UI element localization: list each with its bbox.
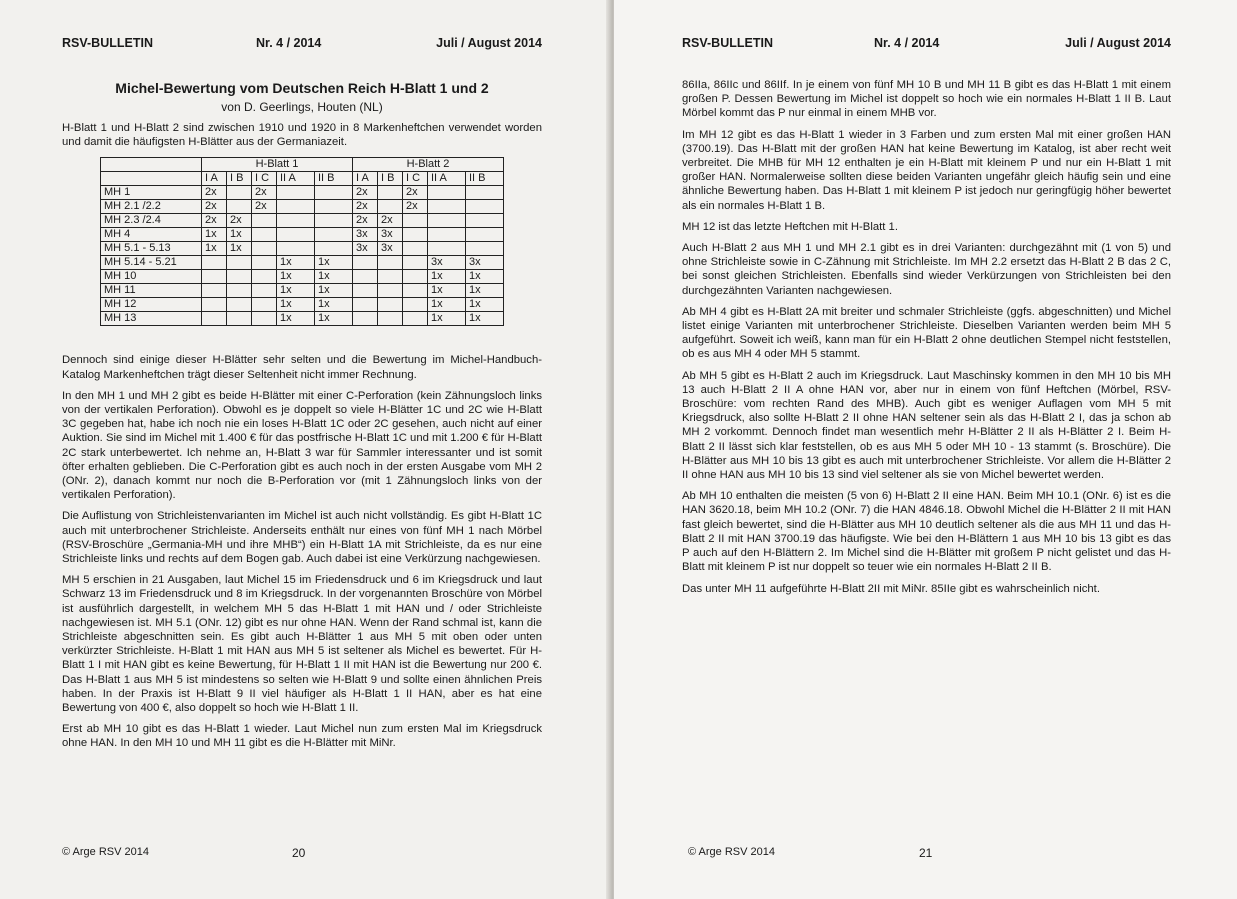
- table-cell: 2x: [353, 200, 378, 214]
- table-cell: [466, 228, 504, 242]
- footer-copyright: © Arge RSV 2014: [62, 846, 149, 858]
- table-cell: 1x: [277, 312, 315, 326]
- table-cell: [466, 242, 504, 256]
- table-cell: [353, 298, 378, 312]
- row-label: MH 11: [101, 284, 202, 298]
- table-cell: [353, 256, 378, 270]
- table-cell: 2x: [403, 200, 428, 214]
- table-cell: 2x: [252, 186, 277, 200]
- table-cell: 1x: [277, 298, 315, 312]
- table-cell: 3x: [378, 242, 403, 256]
- left-body-text: [62, 353, 542, 750]
- row-label: MH 10: [101, 270, 202, 284]
- table-cell: [353, 312, 378, 326]
- table-cell: [202, 298, 227, 312]
- body-paragraph: MH 12 ist das letzte Heftchen mit H-Blatt 1.: [682, 220, 898, 233]
- footer-copyright: © Arge RSV 2014: [688, 846, 775, 858]
- table-subheader-row: [101, 172, 504, 186]
- table-cell: 1x: [202, 228, 227, 242]
- table-cell: [428, 242, 466, 256]
- row-label: MH 1: [101, 186, 202, 200]
- table-cell: [252, 228, 277, 242]
- table-cell: 1x: [277, 270, 315, 284]
- table-cell: 1x: [315, 298, 353, 312]
- column-header-i-a: I A: [353, 172, 378, 186]
- table-cell: [227, 284, 252, 298]
- table-cell: [378, 256, 403, 270]
- table-cell: 1x: [466, 298, 504, 312]
- header-publication: RSV-BULLETIN: [62, 36, 153, 50]
- table-cell: [378, 200, 403, 214]
- table-cell: [403, 270, 428, 284]
- table-cell: 1x: [466, 312, 504, 326]
- table-cell: [277, 200, 315, 214]
- page-header: [682, 36, 1171, 56]
- table-cell: [378, 186, 403, 200]
- group-header-h-blatt-2: H-Blatt 2: [353, 158, 504, 172]
- table-cell: [277, 214, 315, 228]
- body-paragraph: Ab MH 10 enthalten die meisten (5 von 6) H-Blatt 2 II eine HAN. Beim MH 10.1 (ONr. 6) ist es die HAN 3620.18, beim MH 10.2 (ONr. 7) die HAN 4846.18. Obwohl Michel die H-Blätter 2 II mit HAN fast gleich bewertet, sind die H-Blätter aus MH 10 deutlich seltener als die aus MH 11 und das H-Blatt 2 II mit HAN 3700.19 das häufigste. Wie bei den H-Blättern 1 aus MH 10 bis 13 gibt es das P auch auf den H-Blättern 2. Im Michel sind die H-Blätter mit großem P nicht gelistet und das H-Blatt mit kleinem P ist nur doppelt so teuer wie ein normales H-Blatt 2 II B.: [682, 490, 1171, 574]
- row-label: MH 12: [101, 298, 202, 312]
- row-label: MH 2.3 /2.4: [101, 214, 202, 228]
- table-cell: [403, 242, 428, 256]
- table-cell: 2x: [252, 200, 277, 214]
- body-paragraph: Im MH 12 gibt es das H-Blatt 1 wieder in 3 Farben und zum ersten Mal mit einer großen HAN (3700.19). Das H-Blatt mit der großen HAN hat keine Bewertung im Katalog, ist aber recht weit verbreitet. Die MHB für MH 12 enthalten je ein H-Blatt mit kleinem P und nur ein H-Blatt 1 mit großer HAN. Normalerweise sollten diese beiden Varianten ungefähr gleich häufig sein und eine ähnliche Bewertung haben. Das H-Blatt 1 mit kleinem P ist jedoch nur geringfügig höher bewertet als ein normales H-Blatt 1 B.: [682, 128, 1171, 212]
- table-cell: 1x: [315, 284, 353, 298]
- table-cell: [202, 256, 227, 270]
- right-body-text: [682, 78, 1171, 596]
- table-cell: [378, 284, 403, 298]
- body-paragraph: Dennoch sind einige dieser H-Blätter sehr selten und die Bewertung im Michel-Handbuch-Katalog Markenheftchen trägt dieser Seltenheit nicht immer Rechnung.: [62, 354, 542, 381]
- table-cell: [466, 214, 504, 228]
- table-cell: 1x: [315, 270, 353, 284]
- header-issue: Nr. 4 / 2014: [256, 36, 322, 50]
- table-cell: [315, 228, 353, 242]
- column-header-i-b: I B: [378, 172, 403, 186]
- table-cell: 1x: [277, 256, 315, 270]
- table-cell: [403, 298, 428, 312]
- table-cell: 2x: [403, 186, 428, 200]
- table-cell: [227, 200, 252, 214]
- row-label: MH 5.1 - 5.13: [101, 242, 202, 256]
- table-row: [101, 200, 504, 214]
- table-cell: [227, 270, 252, 284]
- table-cell: [315, 214, 353, 228]
- left-page: [0, 0, 612, 899]
- table-cell: [378, 298, 403, 312]
- table-cell: [227, 298, 252, 312]
- column-header-i-c: I C: [252, 172, 277, 186]
- table-cell: [428, 200, 466, 214]
- table-cell: 1x: [277, 284, 315, 298]
- table-cell: [202, 284, 227, 298]
- table-cell: [277, 186, 315, 200]
- body-paragraph: Erst ab MH 10 gibt es das H-Blatt 1 wieder. Laut Michel nun zum ersten Mal im Kriegsdruck ohne HAN. In den MH 10 und MH 11 gibt es die H-Blätter mit MiNr.: [62, 723, 542, 750]
- table-row: [101, 270, 504, 284]
- table-corner-cell: [101, 158, 202, 172]
- table-cell: [428, 228, 466, 242]
- right-page: [614, 0, 1237, 899]
- table-cell: 2x: [202, 200, 227, 214]
- header-date: Juli / August 2014: [436, 36, 542, 50]
- row-label: MH 4: [101, 228, 202, 242]
- table-cell: 1x: [315, 312, 353, 326]
- table-cell: [252, 214, 277, 228]
- table-cell: 1x: [428, 312, 466, 326]
- table-cell: 1x: [428, 284, 466, 298]
- page-number: 21: [919, 846, 933, 860]
- table-cell: [466, 186, 504, 200]
- body-paragraph: Das unter MH 11 aufgeführte H-Blatt 2II mit MiNr. 85IIe gibt es wahrscheinlich nicht.: [682, 582, 1100, 595]
- table-cell: 2x: [202, 214, 227, 228]
- table-cell: 2x: [202, 186, 227, 200]
- table-cell: [315, 200, 353, 214]
- table-cell: 3x: [353, 242, 378, 256]
- table-cell: 1x: [227, 228, 252, 242]
- row-label: MH 13: [101, 312, 202, 326]
- table-cell: [227, 256, 252, 270]
- table-cell: 1x: [466, 270, 504, 284]
- row-label: MH 2.1 /2.2: [101, 200, 202, 214]
- table-row: [101, 228, 504, 242]
- table-cell: [428, 186, 466, 200]
- table-corner-cell: [101, 172, 202, 186]
- article-title: Michel-Bewertung vom Deutschen Reich H-Blatt 1 und 2: [115, 80, 489, 96]
- column-header-i-b: I B: [227, 172, 252, 186]
- table-row: [101, 312, 504, 326]
- column-header-ii-b: II B: [466, 172, 504, 186]
- table-row: [101, 284, 504, 298]
- column-header-i-c: I C: [403, 172, 428, 186]
- table-row: [101, 214, 504, 228]
- body-paragraph: Ab MH 4 gibt es H-Blatt 2A mit breiter und schmaler Strichleiste (ggfs. abgeschnitten) und Michel listet einige Varianten mit unterbrochener Strichleiste. Dieselben Varianten werden beim MH 5 aufgeführt. Soweit ich weiß, kann man für ein H-Blatt 2 ohne deutlichen Stempel nicht feststellen, ob es aus MH 4 oder MH 5 stammt.: [682, 305, 1171, 361]
- table-cell: [277, 242, 315, 256]
- table-cell: [252, 270, 277, 284]
- body-paragraph: Ab MH 5 gibt es H-Blatt 2 auch im Kriegsdruck. Laut Maschinsky kommen in den MH 10 bis MH 13 auch H-Blatt 2 II A ohne HAN vor, aber nur in einem von fünf Heftchen (Mörbel, RSV-Broschüre: vom rechten Rand des MHB). Auch gibt es weniger Auflagen vom MH 5 mit Kriegsdruck, also sollte H-Blatt 2 II ohne HAN seltener sein als das H-Blatt 2 I, das ja schon ab MH 2 vorkommt. Dennoch findet man wesentlich mehr H-Blätter 2 II als H-Blätter 2 I. Beim H-Blatt 2 II lässt sich klar feststellen, ob es aus MH 5 oder MH 10 - 13 stammt (s. Broschüre). Die H-Blätter aus MH 10 bis 13 gibt es auch mit unterbrochener Strichleiste. Vor allem die H-Blätter 2 II ohne HAN aus MH 10 bis 13 sind viel seltener als sie von Michel bewertet werden.: [682, 369, 1171, 482]
- body-paragraph: MH 5 erschien in 21 Ausgaben, laut Michel 15 im Friedensdruck und 6 im Kriegsdruck und laut Schwarz 13 im Friedensdruck und 8 im Kriegsdruck. In der vorgenannten Broschüre von Mörbel ist ausführlich dargestellt, in welchem MH 5 das H-Blatt 1 mit HAN und / oder Strichleiste nachgewiesen ist. MH 5.1 (ONr. 12) gibt es nur ohne HAN. Wenn der Rand schmal ist, kann die Strichleiste abgeschnitten sein. Es gibt auch H-Blätter 1 aus MH 5 mit oben oder unten verkürzter Strichleiste. H-Blatt 1 mit HAN aus MH 5 ist seltener als Michel es bewertet. Für H-Blatt 1 I mit HAN gibt es keine Bewertung, für H-Blatt 1 II mit HAN ist die Bewertung nur 200 €. Das H-Blatt 1 aus MH 5 ist mindestens so selten wie H-Blatt 9 und sollte einen ähnlichen Preis haben. In der Praxis ist H-Blatt 9 II viel häufiger als H-Blatt 1 II HAN, aber es hat eine Bewertung von 400 €, also doppelt so hoch wie H-Blatt 1 II.: [62, 574, 542, 715]
- body-paragraph: Auch H-Blatt 2 aus MH 1 und MH 2.1 gibt es in drei Varianten: durchgezähnt mit (1 von 5) und ohne Strichleiste sowie in C-Zähnung mit Strichleiste. Im MH 2.2 ersetzt das H-Blatt 2 B das 2 C, bei sonst gleichen Strichleisten. Ebenfalls sind wieder Verkürzungen von Strichleisten bei den durchgezähnten Varianten nachgewiesen.: [682, 242, 1171, 297]
- table-cell: [202, 270, 227, 284]
- table-row: [101, 186, 504, 200]
- h-blatt-table: [100, 157, 504, 326]
- table-cell: 1x: [202, 242, 227, 256]
- intro-paragraph: H-Blatt 1 und H-Blatt 2 sind zwischen 1910 und 1920 in 8 Markenheftchen verwendet worden und damit die häufigsten H-Blätter aus der Germaniazeit.: [62, 122, 542, 149]
- table-cell: [403, 228, 428, 242]
- table-cell: [403, 214, 428, 228]
- table-cell: [227, 312, 252, 326]
- header-publication: RSV-BULLETIN: [682, 36, 773, 50]
- table-cell: [227, 186, 252, 200]
- table-cell: 1x: [227, 242, 252, 256]
- column-header-i-a: I A: [202, 172, 227, 186]
- table-cell: 3x: [378, 228, 403, 242]
- table-cell: [378, 312, 403, 326]
- column-header-ii-a: II A: [428, 172, 466, 186]
- table-cell: [315, 242, 353, 256]
- table-cell: 3x: [466, 256, 504, 270]
- table-row: [101, 298, 504, 312]
- table-cell: 2x: [353, 214, 378, 228]
- table-cell: [378, 270, 403, 284]
- table-cell: [252, 256, 277, 270]
- column-header-ii-a: II A: [277, 172, 315, 186]
- body-paragraph: Die Auflistung von Strichleistenvarianten im Michel ist auch nicht vollständig. Es gibt H-Blatt 1C auch mit unterbrochener Strichleiste. Anderseits enthält nur eines von fünf MH 1 nach Mörbel (RSV-Broschüre „Germania-MH und ihre MHB“) ein H-Blatt 1A mit Strichleiste, da es nur eine Strichleiste links und rechts auf dem Bogen gab. Auch dabei ist eine Verkürzung nachgewiesen.: [62, 510, 542, 566]
- table-cell: [252, 284, 277, 298]
- group-header-h-blatt-1: H-Blatt 1: [202, 158, 353, 172]
- article-byline: von D. Geerlings, Houten (NL): [221, 100, 383, 114]
- table-cell: [403, 256, 428, 270]
- table-row: [101, 256, 504, 270]
- table-cell: 1x: [315, 256, 353, 270]
- header-issue: Nr. 4 / 2014: [874, 36, 940, 50]
- table-cell: 1x: [466, 284, 504, 298]
- table-cell: 3x: [428, 256, 466, 270]
- table-cell: [315, 186, 353, 200]
- table-cell: 2x: [378, 214, 403, 228]
- table-cell: [252, 312, 277, 326]
- body-paragraph: In den MH 1 und MH 2 gibt es beide H-Blätter mit einer C-Perforation (kein Zähnungsloch links von der vertikalen Perforation). Obwohl es je doppelt so viele H-Blätter 1C und 2C wie H-Blatt 3C gegeben hat, habe ich noch nie ein loses H-Blatt 1C oder 2C gesehen, auch nicht auf einer Auktion. Sie sind im Michel mit 1.400 € für das postfrische H-Blatt 1C und mit 1.200 € für H-Blatt 2C stark unterbewertet. Ich nehme an, H-Blatt 3 war für Sammler interessanter und ist somit öfter erhalten geblieben. Die C-Perforation gibt es auch noch in der ersten Ausgabe vom MH 2 (ONr. 2), danach kommt nur noch die B-Perforation vor (mit 1 Zähnungsloch links von der vertikalen Perforation).: [62, 389, 542, 502]
- table-cell: 1x: [428, 270, 466, 284]
- table-group-header-row: [101, 158, 504, 172]
- table-cell: [428, 214, 466, 228]
- table-cell: [403, 312, 428, 326]
- page-number: 20: [292, 846, 306, 860]
- row-label: MH 5.14 - 5.21: [101, 256, 202, 270]
- table-row: [101, 242, 504, 256]
- table-cell: [466, 200, 504, 214]
- column-header-ii-b: II B: [315, 172, 353, 186]
- table-cell: [353, 284, 378, 298]
- header-date: Juli / August 2014: [1065, 36, 1171, 50]
- body-paragraph: 86IIa, 86IIc und 86IIf. In je einem von fünf MH 10 B und MH 11 B gibt es das H-Blatt 1 mit einem großen P. Dessen Bewertung im Michel ist doppelt so hoch wie ein normales H-Blatt 1 II B. Laut Mörbel kommt das P nur einmal in einem MHB vor.: [682, 79, 1171, 120]
- table-cell: [252, 242, 277, 256]
- table-cell: 2x: [227, 214, 252, 228]
- table-cell: [252, 298, 277, 312]
- table-cell: [403, 284, 428, 298]
- page-header: [62, 36, 542, 56]
- table-cell: 3x: [353, 228, 378, 242]
- table-cell: 2x: [353, 186, 378, 200]
- table-cell: [202, 312, 227, 326]
- table-cell: [353, 270, 378, 284]
- table-cell: 1x: [428, 298, 466, 312]
- table-cell: [277, 228, 315, 242]
